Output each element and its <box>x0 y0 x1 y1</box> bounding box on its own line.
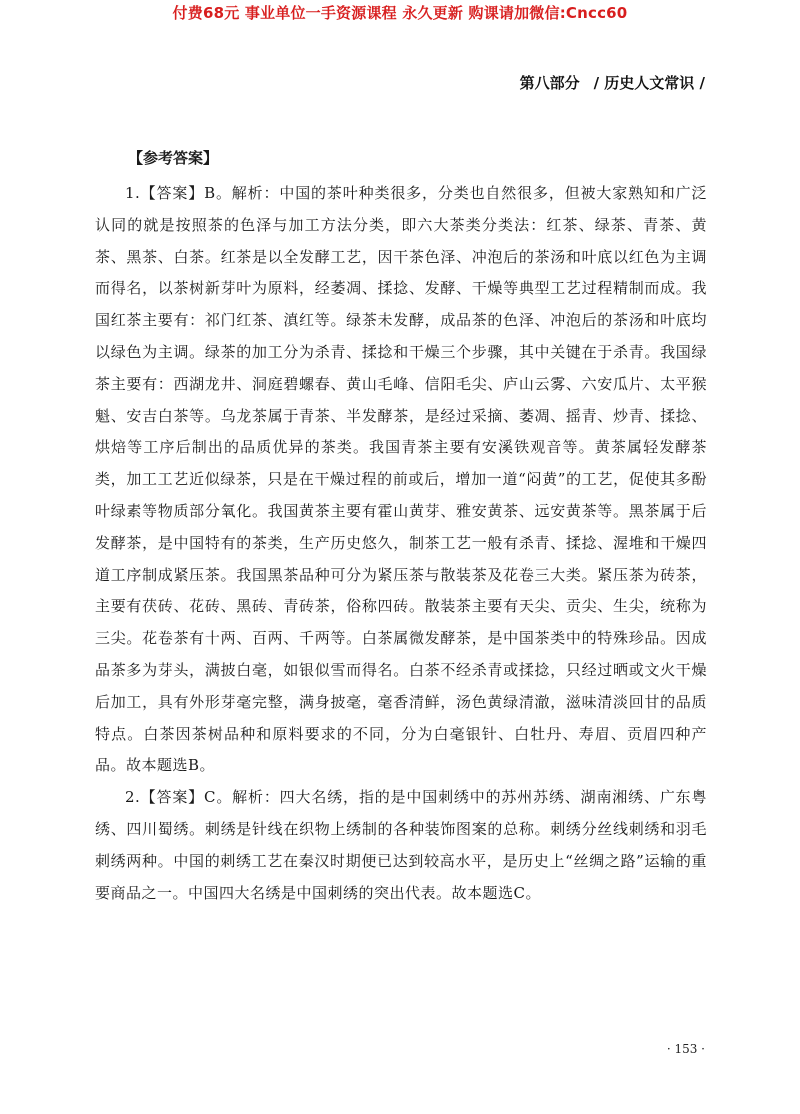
answer-paragraph-2: 2.【答案】C。解析：四大名绣，指的是中国刺绣中的苏州苏绣、湖南湘绣、广东粤绣、四川蜀绣。刺绣是针线在织物上绣制的各种装饰图案的总称。刺绣分丝线刺绣和羽毛刺绣两种。中国的刺绣工艺在秦汉时期便已达到较高水平，是历史上“丝绸之路”运输的重要商品之一。中国四大名绣是中国刺绣的突出代表。故本题选C。 <box>95 788 707 902</box>
answer-paragraph-1: 1.【答案】B。解析：中国的茶叶种类很多，分类也自然很多，但被大家熟知和广泛认同的就是按照茶的色泽与加工方法分类，即六大茶类分类法：红茶、绿茶、青茶、黄茶、黑茶、白茶。红茶是以全发酵工艺，因干茶色泽、冲泡后的茶汤和叶底以红色为主调而得名，以茶树新芽叶为原料，经萎凋、揉捻、发酵、干燥等典型工艺过程精制而成。我国红茶主要有：祁门红茶、滇红等。绿茶未发酵，成品茶的色泽、冲泡后的茶汤和叶底均以绿色为主调。绿茶的加工分为杀青、揉捻和干燥三个步骤，其中关键在于杀青。我国绿茶主要有：西湖龙井、洞庭碧螺春、黄山毛峰、信阳毛尖、庐山云雾、六安瓜片、太平猴魁、安吉白茶等。乌龙茶属于青茶、半发酵茶，是经过采摘、萎凋、摇青、炒青、揉捻、烘焙等工序后制出的品质优异的茶类。我国青茶主要有安溪铁观音等。黄茶属轻发酵茶类，加工工艺近似绿茶，只是在干燥过程的前或后，增加一道“闷黄”的工艺，促使其多酚叶绿素等物质部分氧化。我国黄茶主要有霍山黄芽、雅安黄茶、远安黄茶等。黑茶属于后发酵茶，是中国特有的茶类，生产历史悠久，制茶工艺一般有杀青、揉捻、渥堆和干燥四道工序制成紧压茶。我国黑茶品种可分为紧压茶与散装茶及花卷三大类。紧压茶为砖茶，主要有茯砖、花砖、黑砖、青砖茶，俗称四砖。散装茶主要有天尖、贡尖、生尖，统称为三尖。花卷茶有十两、百两、千两等。白茶属微发酵茶，是中国茶类中的特殊珍品。因成品茶多为芽头，满披白毫，如银似雪而得名。白茶不经杀青或揉捻，只经过晒或文火干燥后加工，具有外形芽毫完整，满身披毫，毫香清鲜，汤色黄绿清澈，滋味清淡回甘的品质特点。白茶因茶树品种和原料要求的不同，分为白毫银针、白牡丹、寿眉、贡眉四种产品。故本题选B。 <box>95 184 707 775</box>
part-label: 第八部分 <box>519 74 580 92</box>
section-title: 【参考答案】 <box>128 149 219 167</box>
page-number: · 153 · <box>666 1042 705 1056</box>
section-label: / 历史人文常识 / <box>593 74 705 92</box>
chapter-header <box>520 72 705 93</box>
answer-content <box>95 142 707 909</box>
promo-banner: 付费68元 事业单位一手资源课程 永久更新 购课请加微信:Cncc60 <box>172 4 628 22</box>
